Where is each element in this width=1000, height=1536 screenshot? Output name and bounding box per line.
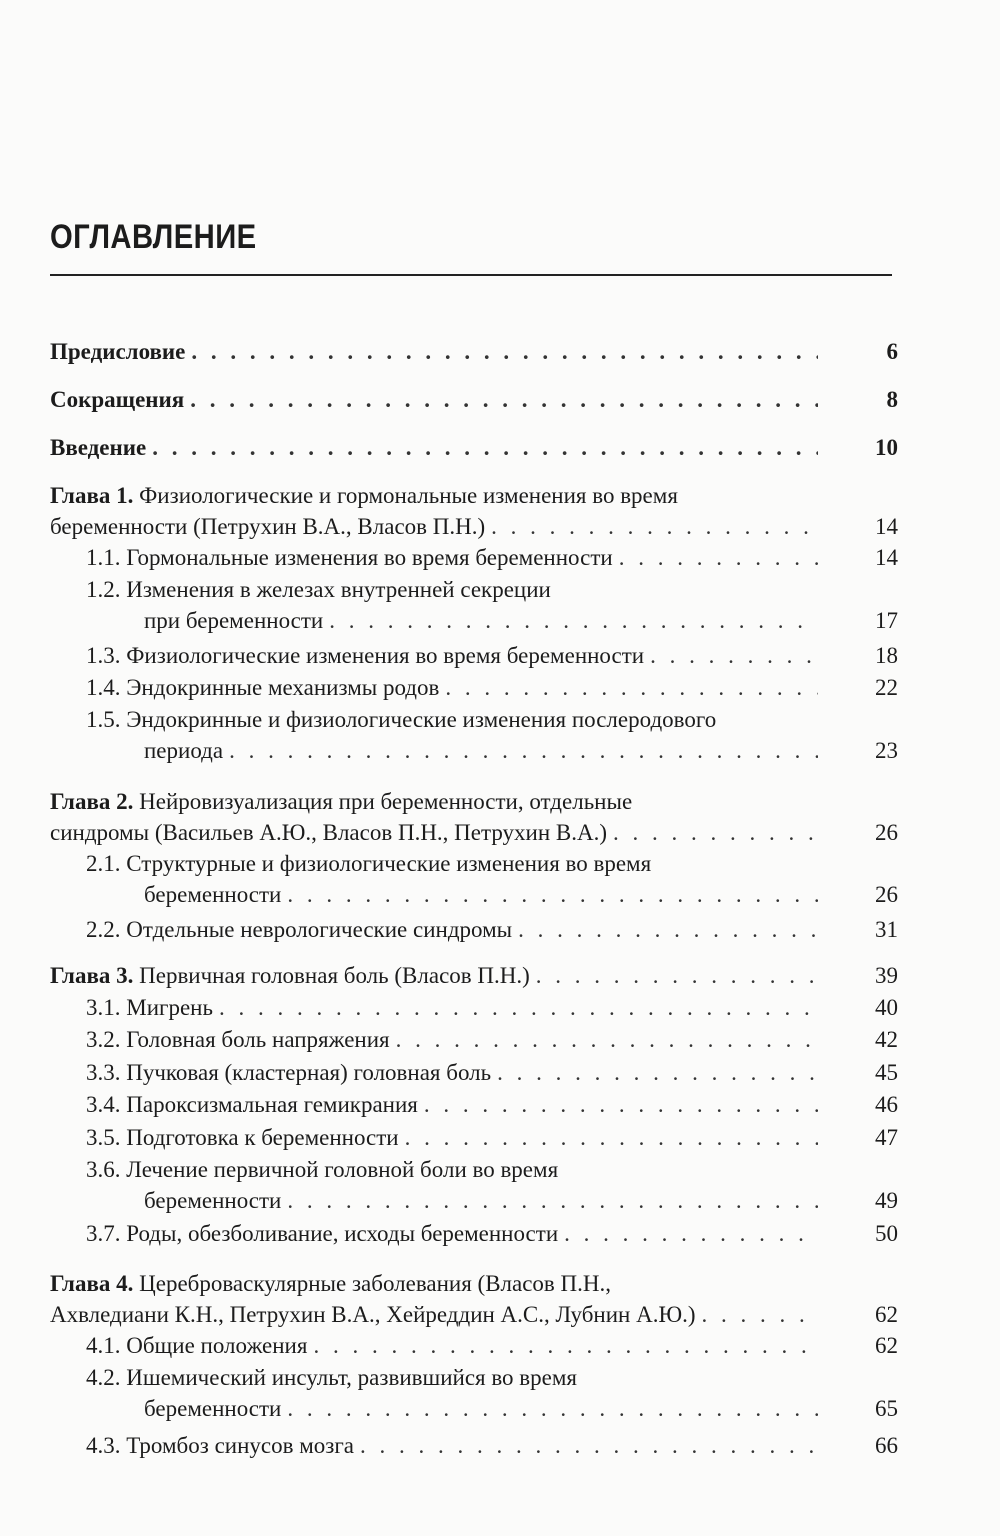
toc-entry-text bbox=[86, 542, 613, 573]
toc-entry-text bbox=[86, 1089, 418, 1120]
title-continuation: беременности bbox=[144, 882, 282, 907]
section-title: Роды, обезболивание, исходы беременности bbox=[126, 1221, 559, 1246]
page-number: 49 bbox=[875, 1188, 898, 1213]
dot-leader bbox=[360, 1430, 818, 1461]
page-number: 45 bbox=[875, 1060, 898, 1085]
toc-entry-line bbox=[86, 640, 898, 671]
toc-entry[interactable] bbox=[86, 914, 898, 945]
toc-entry-text bbox=[86, 1122, 399, 1153]
section-number: 1.1. bbox=[86, 545, 121, 570]
dot-leader bbox=[405, 1122, 818, 1153]
toc-entry-text bbox=[50, 1299, 696, 1330]
dot-leader bbox=[152, 432, 818, 463]
toc-entry-text bbox=[86, 1218, 558, 1249]
section-title: Общие положения bbox=[126, 1333, 308, 1358]
page-number: 8 bbox=[886, 387, 898, 412]
section-number: 2.1. bbox=[86, 851, 121, 876]
chapter-label: Глава 2. bbox=[50, 789, 134, 814]
dot-leader bbox=[445, 672, 818, 703]
toc-entry-text bbox=[86, 1057, 491, 1088]
dot-leader bbox=[536, 960, 818, 991]
toc-entry-line bbox=[86, 848, 898, 879]
toc-entry[interactable] bbox=[50, 786, 898, 848]
chapter-title: Первичная головная боль (Власов П.Н.) bbox=[139, 963, 530, 988]
page-title: ОГЛАВЛЕНИЕ bbox=[50, 218, 257, 256]
toc-entry[interactable] bbox=[86, 1430, 898, 1461]
page-number: 6 bbox=[886, 339, 898, 364]
dot-leader bbox=[229, 735, 818, 766]
toc-entry-text bbox=[86, 914, 512, 945]
toc-entry-text bbox=[50, 511, 485, 542]
section-title: Головная боль напряжения bbox=[126, 1027, 390, 1052]
page-number: 42 bbox=[875, 1027, 898, 1052]
section-number: 1.3. bbox=[86, 643, 121, 668]
section-number: 4.3. bbox=[86, 1433, 121, 1458]
toc-entry-text bbox=[86, 992, 213, 1023]
dot-leader bbox=[329, 605, 818, 636]
section-title: Подготовка к беременности bbox=[126, 1125, 399, 1150]
dot-leader bbox=[313, 1330, 818, 1361]
chapter-title: Цереброваскулярные заболевания (Власов П.Н., bbox=[139, 1271, 612, 1296]
section-title: Гормональные изменения во время беременности bbox=[126, 545, 613, 570]
page-number: 40 bbox=[875, 995, 898, 1020]
toc-entry-text bbox=[86, 640, 644, 671]
toc-entry-line bbox=[50, 1268, 898, 1299]
toc-entry-line bbox=[50, 480, 898, 511]
section-number: 3.7. bbox=[86, 1221, 121, 1246]
dot-leader bbox=[287, 1185, 818, 1216]
page-number: 17 bbox=[875, 608, 898, 633]
toc-entry-line bbox=[86, 542, 898, 573]
toc-entry[interactable] bbox=[86, 1218, 898, 1249]
toc-entry-line bbox=[86, 1024, 898, 1055]
toc-entry[interactable] bbox=[86, 542, 898, 573]
toc-entry-text bbox=[86, 1365, 577, 1390]
chapter-title: Физиологические и гормональные изменения во время bbox=[139, 483, 678, 508]
toc-entry[interactable] bbox=[86, 1154, 898, 1216]
toc-entry-title: Предисловие bbox=[50, 339, 186, 364]
toc-entry[interactable] bbox=[86, 992, 898, 1023]
toc-entry-text bbox=[86, 1330, 307, 1361]
toc-entry[interactable] bbox=[86, 1330, 898, 1361]
section-number: 3.4. bbox=[86, 1092, 121, 1117]
title-continuation: беременности (Петрухин В.А., Власов П.Н.) bbox=[50, 514, 486, 539]
toc-entry[interactable] bbox=[86, 1362, 898, 1424]
title-continuation: беременности bbox=[144, 1188, 282, 1213]
chapter-label: Глава 4. bbox=[50, 1271, 134, 1296]
toc-entry-text bbox=[50, 817, 607, 848]
toc-entry-line bbox=[86, 1089, 898, 1120]
title-continuation: Ахвледиани К.Н., Петрухин В.А., Хейреддин А.С., Лубнин А.Ю.) bbox=[50, 1302, 696, 1327]
title-continuation: периода bbox=[144, 738, 224, 763]
toc-entry-text bbox=[50, 336, 185, 367]
section-number: 1.2. bbox=[86, 577, 121, 602]
page-number: 26 bbox=[875, 820, 898, 845]
page-number: 18 bbox=[875, 643, 898, 668]
toc-entry-line bbox=[86, 1057, 898, 1088]
toc-entry[interactable] bbox=[86, 1024, 898, 1055]
toc-entry-title: Введение bbox=[50, 435, 147, 460]
toc-entry-text bbox=[144, 879, 281, 910]
section-number: 3.3. bbox=[86, 1060, 121, 1085]
toc-entry-text bbox=[50, 1271, 611, 1296]
toc-entry-line bbox=[86, 1430, 898, 1461]
toc-entry-text bbox=[50, 432, 146, 463]
dot-leader bbox=[190, 384, 818, 415]
dot-leader bbox=[287, 1393, 818, 1424]
toc-entry-text bbox=[86, 577, 551, 602]
dot-leader bbox=[702, 1299, 818, 1330]
page-number: 47 bbox=[875, 1125, 898, 1150]
toc-entry-text bbox=[50, 483, 678, 508]
page-number: 46 bbox=[875, 1092, 898, 1117]
toc-entry-line bbox=[86, 735, 898, 766]
page-number: 62 bbox=[875, 1302, 898, 1327]
toc-entry-line bbox=[86, 1122, 898, 1153]
dot-leader bbox=[497, 1057, 818, 1088]
toc-entry-line bbox=[86, 574, 898, 605]
toc-entry-line bbox=[86, 672, 898, 703]
toc-entry[interactable] bbox=[86, 1057, 898, 1088]
section-number: 2.2. bbox=[86, 917, 121, 942]
section-title: Изменения в железах внутренней секреции bbox=[126, 577, 551, 602]
toc-entry-text bbox=[86, 1157, 558, 1182]
toc-entry-text bbox=[86, 672, 439, 703]
page-number: 10 bbox=[875, 435, 898, 460]
section-title: Физиологические изменения во время беременности bbox=[126, 643, 645, 668]
toc-entry[interactable] bbox=[86, 1089, 898, 1120]
dot-leader bbox=[219, 992, 818, 1023]
section-title: Структурные и физиологические изменения во время bbox=[126, 851, 652, 876]
toc-entry[interactable] bbox=[86, 848, 898, 910]
dot-leader bbox=[650, 640, 818, 671]
toc-entry-text bbox=[144, 1393, 281, 1424]
toc-entry-text bbox=[86, 707, 716, 732]
section-title: Пучковая (кластерная) головная боль bbox=[126, 1060, 492, 1085]
dot-leader bbox=[613, 817, 818, 848]
toc-entry[interactable] bbox=[86, 574, 898, 636]
toc-entry-line bbox=[86, 992, 898, 1023]
chapter-label: Глава 1. bbox=[50, 483, 134, 508]
title-continuation: синдромы (Васильев А.Ю., Власов П.Н., Петрухин В.А.) bbox=[50, 820, 607, 845]
toc-entry[interactable] bbox=[50, 384, 898, 415]
toc-entry-line bbox=[86, 914, 898, 945]
dot-leader bbox=[424, 1089, 818, 1120]
toc-entry-line bbox=[50, 817, 898, 848]
toc-entry-text bbox=[144, 605, 323, 636]
section-title: Отдельные неврологические синдромы bbox=[126, 917, 513, 942]
page-number: 14 bbox=[875, 514, 898, 539]
page-number: 14 bbox=[875, 545, 898, 570]
toc-entry-text bbox=[86, 851, 651, 876]
toc-entry[interactable] bbox=[50, 960, 898, 991]
toc-entry[interactable] bbox=[86, 704, 898, 766]
toc-entry-line bbox=[50, 786, 898, 817]
toc-entry-line bbox=[86, 879, 898, 910]
toc-entry-line bbox=[50, 960, 898, 991]
toc-entry[interactable] bbox=[50, 336, 898, 367]
page-number: 39 bbox=[875, 963, 898, 988]
section-title: Ишемический инсульт, развившийся во время bbox=[126, 1365, 578, 1390]
toc-entry-line bbox=[50, 1299, 898, 1330]
toc-entry-line bbox=[50, 511, 898, 542]
section-number: 3.5. bbox=[86, 1125, 121, 1150]
toc-entry[interactable] bbox=[50, 432, 898, 463]
toc-entry[interactable] bbox=[86, 1122, 898, 1153]
title-continuation: беременности bbox=[144, 1396, 282, 1421]
page-number: 23 bbox=[875, 738, 898, 763]
dot-leader bbox=[396, 1024, 818, 1055]
toc-entry-line bbox=[86, 1154, 898, 1185]
section-number: 3.1. bbox=[86, 995, 121, 1020]
toc-entry-text bbox=[50, 960, 530, 991]
page-number: 22 bbox=[875, 675, 898, 700]
dot-leader bbox=[191, 336, 818, 367]
dot-leader bbox=[491, 511, 818, 542]
page-number: 65 bbox=[875, 1396, 898, 1421]
page-number: 26 bbox=[875, 882, 898, 907]
toc-entry-line bbox=[86, 605, 898, 636]
section-number: 3.2. bbox=[86, 1027, 121, 1052]
toc-entry-line bbox=[86, 1362, 898, 1393]
page-number: 50 bbox=[875, 1221, 898, 1246]
toc-entry[interactable] bbox=[86, 640, 898, 671]
chapter-label: Глава 3. bbox=[50, 963, 134, 988]
toc-entry-line bbox=[86, 1330, 898, 1361]
toc-entry-text bbox=[50, 384, 184, 415]
dot-leader bbox=[518, 914, 818, 945]
section-title: Лечение первичной головной боли во время bbox=[126, 1157, 559, 1182]
section-title: Мигрень bbox=[126, 995, 213, 1020]
toc-entry-text bbox=[144, 1185, 281, 1216]
page-number: 31 bbox=[875, 917, 898, 942]
toc-entry[interactable] bbox=[50, 1268, 898, 1330]
section-number: 1.4. bbox=[86, 675, 121, 700]
toc-entry[interactable] bbox=[86, 672, 898, 703]
section-number: 1.5. bbox=[86, 707, 121, 732]
toc-entry-line bbox=[86, 1218, 898, 1249]
toc-entry-text bbox=[86, 1024, 390, 1055]
dot-leader bbox=[619, 542, 818, 573]
toc-entry-title: Сокращения bbox=[50, 387, 185, 412]
toc-entry-line bbox=[50, 384, 898, 415]
section-number: 4.1. bbox=[86, 1333, 121, 1358]
toc-entry-line bbox=[86, 704, 898, 735]
toc-entry-text bbox=[50, 789, 632, 814]
section-number: 4.2. bbox=[86, 1365, 121, 1390]
toc-entry-text bbox=[144, 735, 223, 766]
dot-leader bbox=[564, 1218, 818, 1249]
toc-entry-line bbox=[86, 1393, 898, 1424]
title-continuation: при беременности bbox=[144, 608, 324, 633]
toc-entry-text bbox=[86, 1430, 354, 1461]
section-title: Эндокринные механизмы родов bbox=[126, 675, 440, 700]
toc-entry-line bbox=[86, 1185, 898, 1216]
toc-entry-line bbox=[50, 432, 898, 463]
page-number: 62 bbox=[875, 1333, 898, 1358]
section-number: 3.6. bbox=[86, 1157, 121, 1182]
title-divider bbox=[50, 274, 892, 276]
section-title: Тромбоз синусов мозга bbox=[126, 1433, 355, 1458]
toc-entry-line bbox=[50, 336, 898, 367]
toc-entry[interactable] bbox=[50, 480, 898, 542]
chapter-title: Нейровизуализация при беременности, отдельные bbox=[139, 789, 633, 814]
page-number: 66 bbox=[875, 1433, 898, 1458]
section-title: Эндокринные и физиологические изменения послеродового bbox=[126, 707, 717, 732]
dot-leader bbox=[287, 879, 818, 910]
section-title: Пароксизмальная гемикрания bbox=[126, 1092, 418, 1117]
